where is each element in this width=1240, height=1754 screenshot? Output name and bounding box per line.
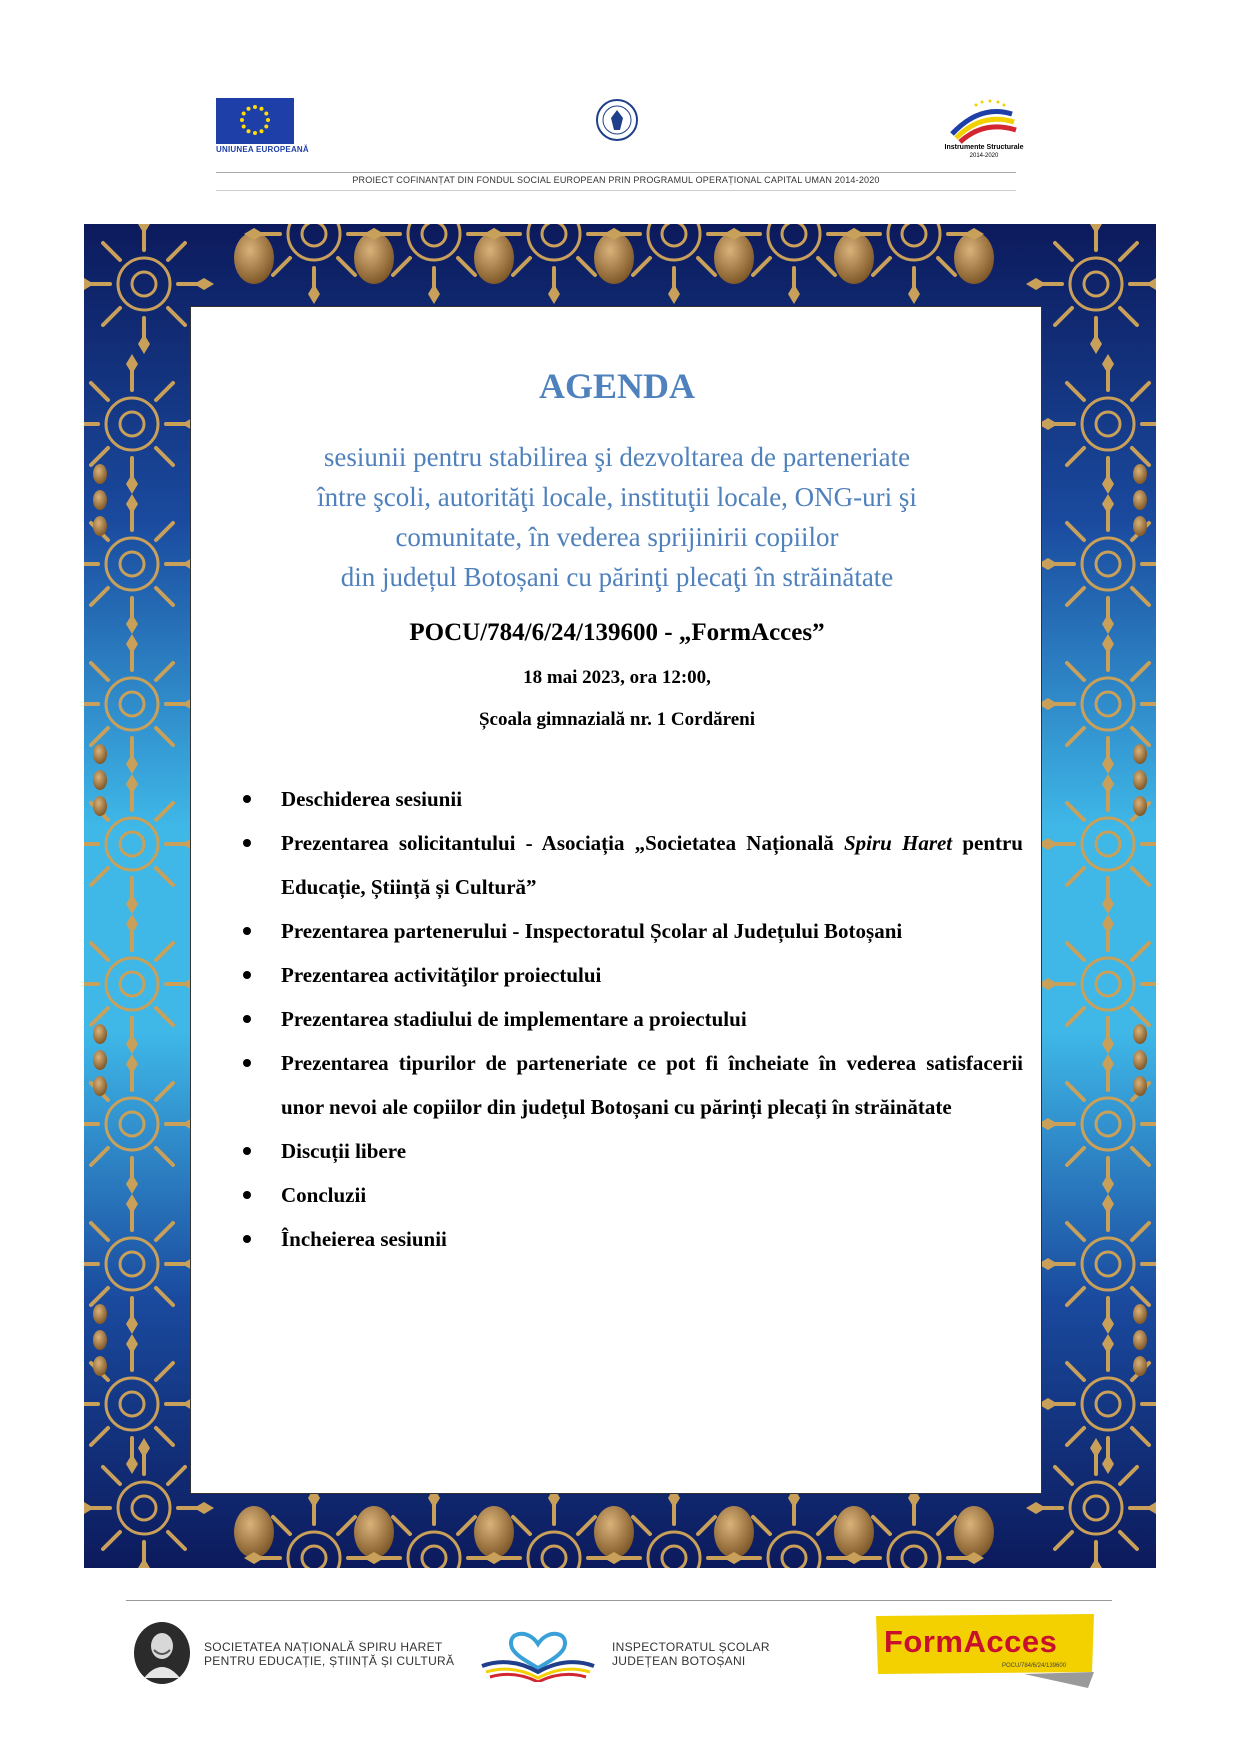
agenda-item (243, 777, 1023, 821)
agenda-item-text: Prezentarea solicitantului - Asociația „Societatea Națională (281, 831, 844, 855)
eu-flag-icon (216, 98, 294, 144)
agenda-item (243, 821, 1023, 909)
agenda-item-italic: Spiru Haret (843, 831, 953, 855)
event-date: 18 mai 2023, ora 12:00, (523, 667, 711, 688)
bullet-icon (243, 1147, 251, 1155)
bullet-icon (243, 1059, 251, 1067)
agenda-item (243, 909, 1023, 953)
agenda-item-text: Prezentarea partenerului - Inspectoratul Școlar al Județului Botoșani (281, 919, 903, 943)
formacces-logo (874, 1614, 1096, 1688)
subtitle-line: din județul Botoșani cu părinţi plecaţi în străinătate (340, 562, 894, 592)
agenda-item-text: Concluzii (281, 1183, 367, 1207)
header-divider-bottom (216, 190, 1016, 191)
agenda-list (243, 777, 1023, 1261)
agenda-item-text: Discuții libere (281, 1139, 407, 1163)
instrumente-structurale-label (938, 144, 1030, 160)
snsh-line: SOCIETATEA NAȚIONALĂ SPIRU HARET (204, 1640, 443, 1654)
agenda-item (243, 1041, 1023, 1129)
header-caption: PROIECT COFINANȚAT DIN FONDUL SOCIAL EUROPEAN PRIN PROGRAMUL OPERAȚIONAL CAPITAL UMAN 2014-2020 (352, 175, 880, 185)
formacces-wordmark: FormAcces (884, 1624, 1058, 1659)
footer-divider (126, 1600, 1112, 1601)
agenda-subtitle (231, 437, 1003, 597)
agenda-item (243, 953, 1023, 997)
instrumente-structurale-title: Instrumente Structurale (944, 144, 1024, 151)
header-logos (0, 0, 1240, 200)
header-divider (216, 172, 1016, 173)
subtitle-line: sesiunii pentru stabilirea şi dezvoltarea de parteneriate (323, 442, 911, 472)
romanian-government-seal-icon (590, 98, 644, 142)
isj-line: INSPECTORATUL ȘCOLAR (612, 1640, 770, 1654)
instrumente-structurale-years: 2014-2020 (969, 153, 999, 159)
agenda-item (243, 997, 1023, 1041)
spiru-haret-portrait-icon (132, 1620, 192, 1686)
eu-label: UNIUNEA EUROPEANĂ (216, 145, 309, 154)
agenda-item-text: Prezentarea stadiului de implementare a proiectului (281, 1007, 747, 1031)
agenda-item-text: Deschiderea sesiunii (281, 787, 463, 811)
subtitle-line: comunitate, în vederea sprijinirii copiilor (395, 522, 839, 552)
agenda-item-text: pentru Educație, Știință și Cultură” (281, 831, 1023, 899)
agenda-panel (190, 306, 1042, 1494)
bullet-icon (243, 1235, 251, 1243)
isj-line: JUDEȚEAN BOTOȘANI (612, 1654, 746, 1668)
agenda-item-text: Prezentarea activităţilor proiectului (281, 963, 602, 987)
project-code: POCU/784/6/24/139600 - „FormAcces” (409, 619, 825, 646)
instrumente-structurale-logo-icon (942, 96, 1022, 146)
agenda-item (243, 1129, 1023, 1173)
agenda-item (243, 1217, 1023, 1261)
agenda-item (243, 1173, 1023, 1217)
agenda-item-text: Încheierea sesiunii (281, 1227, 447, 1251)
bullet-icon (243, 839, 251, 847)
event-place: Școala gimnazială nr. 1 Cordăreni (478, 709, 756, 730)
bullet-icon (243, 971, 251, 979)
bullet-icon (243, 927, 251, 935)
agenda-title: AGENDA (538, 366, 695, 406)
snsh-organization-name (204, 1640, 454, 1668)
bullet-icon (243, 795, 251, 803)
agenda-item-text: Prezentarea tipurilor de parteneriate ce pot fi încheiate în vederea satisfacerii unor nevoi ale copiilor din județul Botoșani cu părinți plecați în străinătate (281, 1051, 1023, 1119)
bullet-icon (243, 1015, 251, 1023)
subtitle-line: între şcoli, autorităţi locale, instituţii locale, ONG-uri şi (317, 482, 917, 512)
formacces-project-code: POCU/784/6/24/139600 (1002, 1663, 1067, 1669)
isj-organization-name (612, 1640, 770, 1668)
isj-heart-book-logo-icon (476, 1622, 600, 1682)
snsh-line: PENTRU EDUCAȚIE, ȘTIINȚĂ ȘI CULTURĂ (204, 1654, 455, 1668)
bullet-icon (243, 1191, 251, 1199)
